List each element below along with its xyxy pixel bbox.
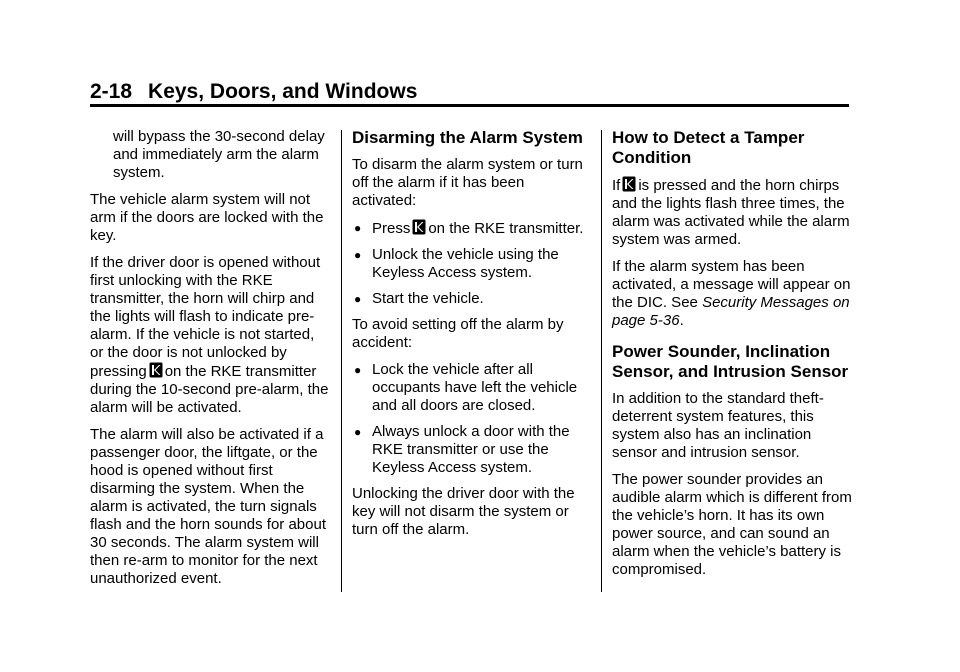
column-1 — [90, 128, 330, 597]
rke-lock-icon — [412, 219, 426, 235]
paragraph: The vehicle alarm system will not arm if the doors are locked with the key. — [90, 191, 324, 244]
bullet-icon: ● — [354, 363, 362, 377]
list-item-text: Unlock the vehicle using the Keyless Access system. — [372, 246, 559, 281]
paragraph-text: If the alarm system has been activated, a message will appear on the DIC. See — [612, 258, 851, 311]
bullet-icon: ● — [354, 248, 362, 262]
rke-lock-icon — [622, 176, 636, 192]
list-item — [352, 423, 590, 477]
paragraph: The alarm will also be activated if a passenger door, the liftgate, or the hood is opened without first disarming the system. When the alarm is activated, the turn signals flash and the horn sounds for about 30 seconds. The alarm system will then re-arm to monitor for the next unauthorized event. — [90, 426, 327, 587]
paragraph — [612, 176, 857, 249]
list-item-text: Lock the vehicle after all occupants have left the vehicle and all doors are closed. — [372, 361, 578, 414]
paragraph — [612, 258, 857, 330]
list-item-text: Start the vehicle. — [372, 290, 484, 307]
paragraph: will bypass the 30-second delay and immediately arm the alarm system. — [113, 128, 325, 181]
list-item — [352, 290, 590, 308]
paragraph-text: If — [612, 177, 621, 194]
paragraph-text: . — [679, 312, 684, 329]
bullet-icon: ● — [354, 292, 362, 306]
bullet-icon: ● — [354, 425, 362, 439]
section-heading: How to Detect a Tamper Condition — [612, 128, 805, 167]
column-3 — [612, 128, 857, 588]
paragraph: To avoid setting off the alarm by accident: — [352, 316, 564, 351]
section-heading: Disarming the Alarm System — [352, 128, 583, 147]
bullet-icon: ● — [354, 221, 362, 235]
section-title: Keys, Doors, and Windows — [148, 80, 418, 103]
list-item-text: Always unlock a door with the RKE transmitter or use the Keyless Access system. — [372, 423, 570, 476]
paragraph: In addition to the standard theft-deterrent system features, this system also has an inclination sensor and intrusion sensor. — [612, 390, 824, 461]
paragraph: The power sounder provides an audible alarm which is different from the vehicle’s horn. It has its own power source, and can sound an alarm when the vehicle’s battery is compromised. — [612, 471, 852, 578]
paragraph-text: is pressed and the horn chirps and the lights flash three times, the alarm was activated while the alarm system was armed. — [612, 177, 850, 248]
list-item — [352, 219, 590, 238]
list-item-text: on the RKE transmitter. — [428, 220, 584, 237]
paragraph — [90, 254, 330, 417]
paragraph: Unlocking the driver door with the key will not disarm the system or turn off the alarm. — [352, 485, 575, 538]
header-rule — [90, 104, 849, 107]
section-heading: Power Sounder, Inclination Sensor, and Intrusion Sensor — [612, 342, 849, 381]
cross-reference-link[interactable]: Security Messages on page 5-36 — [612, 294, 850, 329]
paragraph-text: If the driver door is opened without first unlocking with the RKE transmitter, the horn will chirp and the lights will flash to indicate pre-alarm. If the vehicle is not started, or the door is not unlocked by pressing — [90, 254, 321, 380]
column-2 — [352, 128, 590, 548]
disarm-steps-list — [352, 219, 590, 308]
rke-lock-icon — [149, 362, 163, 378]
page-header — [90, 80, 417, 104]
avoid-alarm-list — [352, 361, 590, 477]
paragraph-text: on the RKE transmitter during the 10-second pre-alarm, the alarm will be activated. — [90, 363, 329, 416]
paragraph: To disarm the alarm system or turn off the alarm if it has been activated: — [352, 156, 583, 209]
column-divider — [601, 130, 602, 592]
column-divider — [341, 130, 342, 592]
list-item — [352, 246, 590, 282]
page-number: 2-18 — [90, 80, 133, 103]
list-item — [352, 361, 590, 415]
list-item-text: Press — [372, 220, 411, 237]
